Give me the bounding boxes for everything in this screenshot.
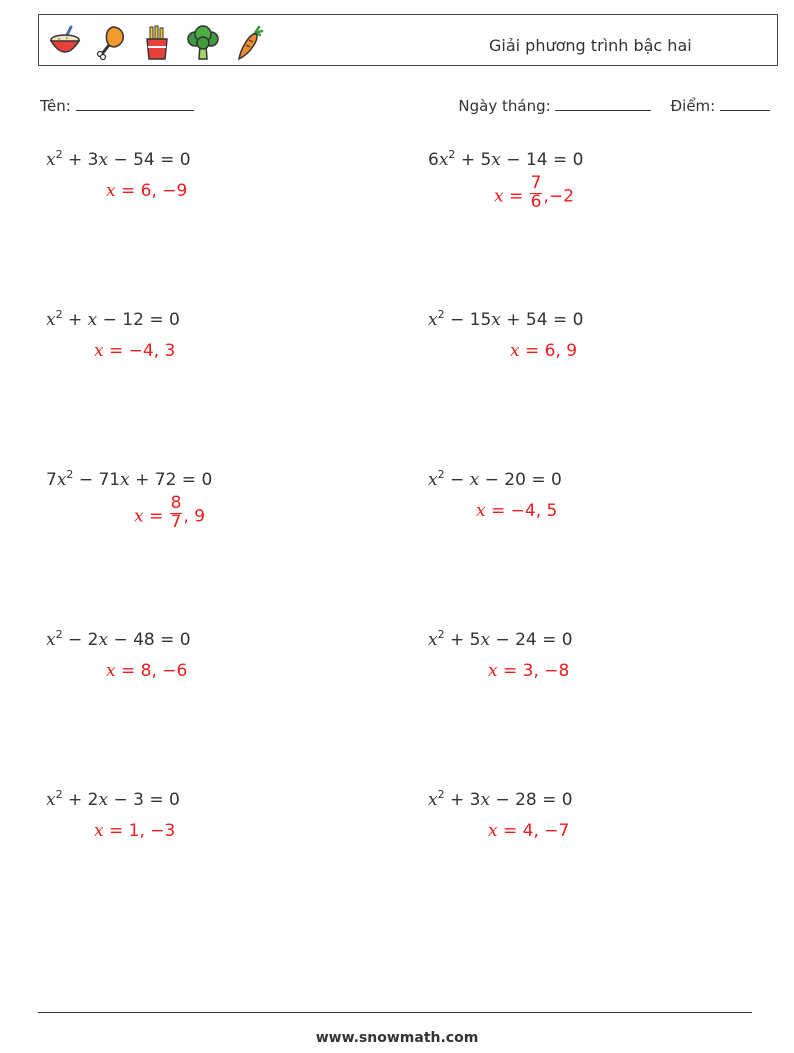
answer: x = 4, −7 bbox=[488, 821, 570, 841]
equation: $6x^2 + 5x - 14 = 0$ bbox=[428, 148, 584, 170]
problem-3 bbox=[38, 310, 368, 430]
equation: $x^2 + 2x - 3 = 0$ bbox=[46, 788, 180, 810]
problem-6 bbox=[420, 470, 750, 590]
name-blank[interactable] bbox=[76, 96, 194, 111]
score-label: Điểm: bbox=[670, 97, 716, 115]
problem-8 bbox=[420, 630, 750, 750]
answer-fraction: $\frac{7}{6}$ bbox=[530, 173, 542, 212]
answer: x = 6, −9 bbox=[106, 181, 188, 201]
date-label: Ngày tháng: bbox=[458, 97, 551, 115]
score-blank[interactable] bbox=[720, 96, 770, 111]
footer-link[interactable]: www.snowmath.com bbox=[315, 1030, 479, 1046]
answer: x = −4, 5 bbox=[476, 501, 558, 521]
equation: $x^2 + 5x - 24 = 0$ bbox=[428, 628, 573, 650]
equation: $x^2 + 3x - 28 = 0$ bbox=[428, 788, 573, 810]
equation: $x^2 + x - 12 = 0$ bbox=[46, 308, 180, 330]
rice-bowl-icon bbox=[45, 23, 85, 63]
date-blank[interactable] bbox=[555, 96, 651, 111]
answer: x = −4, 3 bbox=[94, 341, 176, 361]
date-score-fields bbox=[458, 96, 770, 115]
problem-5 bbox=[38, 470, 368, 590]
problem-10 bbox=[420, 790, 750, 910]
equation: $x^2 - x - 20 = 0$ bbox=[428, 468, 562, 490]
equation: $x^2 - 2x - 48 = 0$ bbox=[46, 628, 191, 650]
problem-4 bbox=[420, 310, 750, 430]
problem-7 bbox=[38, 630, 368, 750]
broccoli-icon bbox=[183, 23, 223, 63]
problem-1 bbox=[38, 150, 368, 270]
answer: x = $\frac{7}{6}$ ,−2 bbox=[494, 173, 574, 212]
answer: x = 3, −8 bbox=[488, 661, 570, 681]
problem-2 bbox=[420, 150, 750, 270]
answer: x = $\frac{8}{7}$ , 9 bbox=[134, 493, 206, 532]
carrot-icon bbox=[229, 23, 269, 63]
name-field[interactable] bbox=[40, 96, 194, 115]
food-icons bbox=[45, 23, 269, 63]
header-box bbox=[38, 14, 778, 66]
equation: $x^2 + 3x - 54 = 0$ bbox=[46, 148, 191, 170]
answer: x = 8, −6 bbox=[106, 661, 188, 681]
answer: x = 6, 9 bbox=[510, 341, 578, 361]
worksheet-title: Giải phương trình bậc hai bbox=[489, 36, 692, 55]
answer: x = 1, −3 bbox=[94, 821, 176, 841]
chicken-leg-icon bbox=[91, 23, 131, 63]
french-fries-icon bbox=[137, 23, 177, 63]
equation: $x^2 - 15x + 54 = 0$ bbox=[428, 308, 584, 330]
problem-9 bbox=[38, 790, 368, 910]
equation: $7x^2 - 71x + 72 = 0$ bbox=[46, 468, 213, 490]
footer-divider bbox=[38, 1012, 752, 1013]
name-label: Tên: bbox=[40, 97, 71, 115]
answer-fraction: $\frac{8}{7}$ bbox=[170, 493, 182, 532]
